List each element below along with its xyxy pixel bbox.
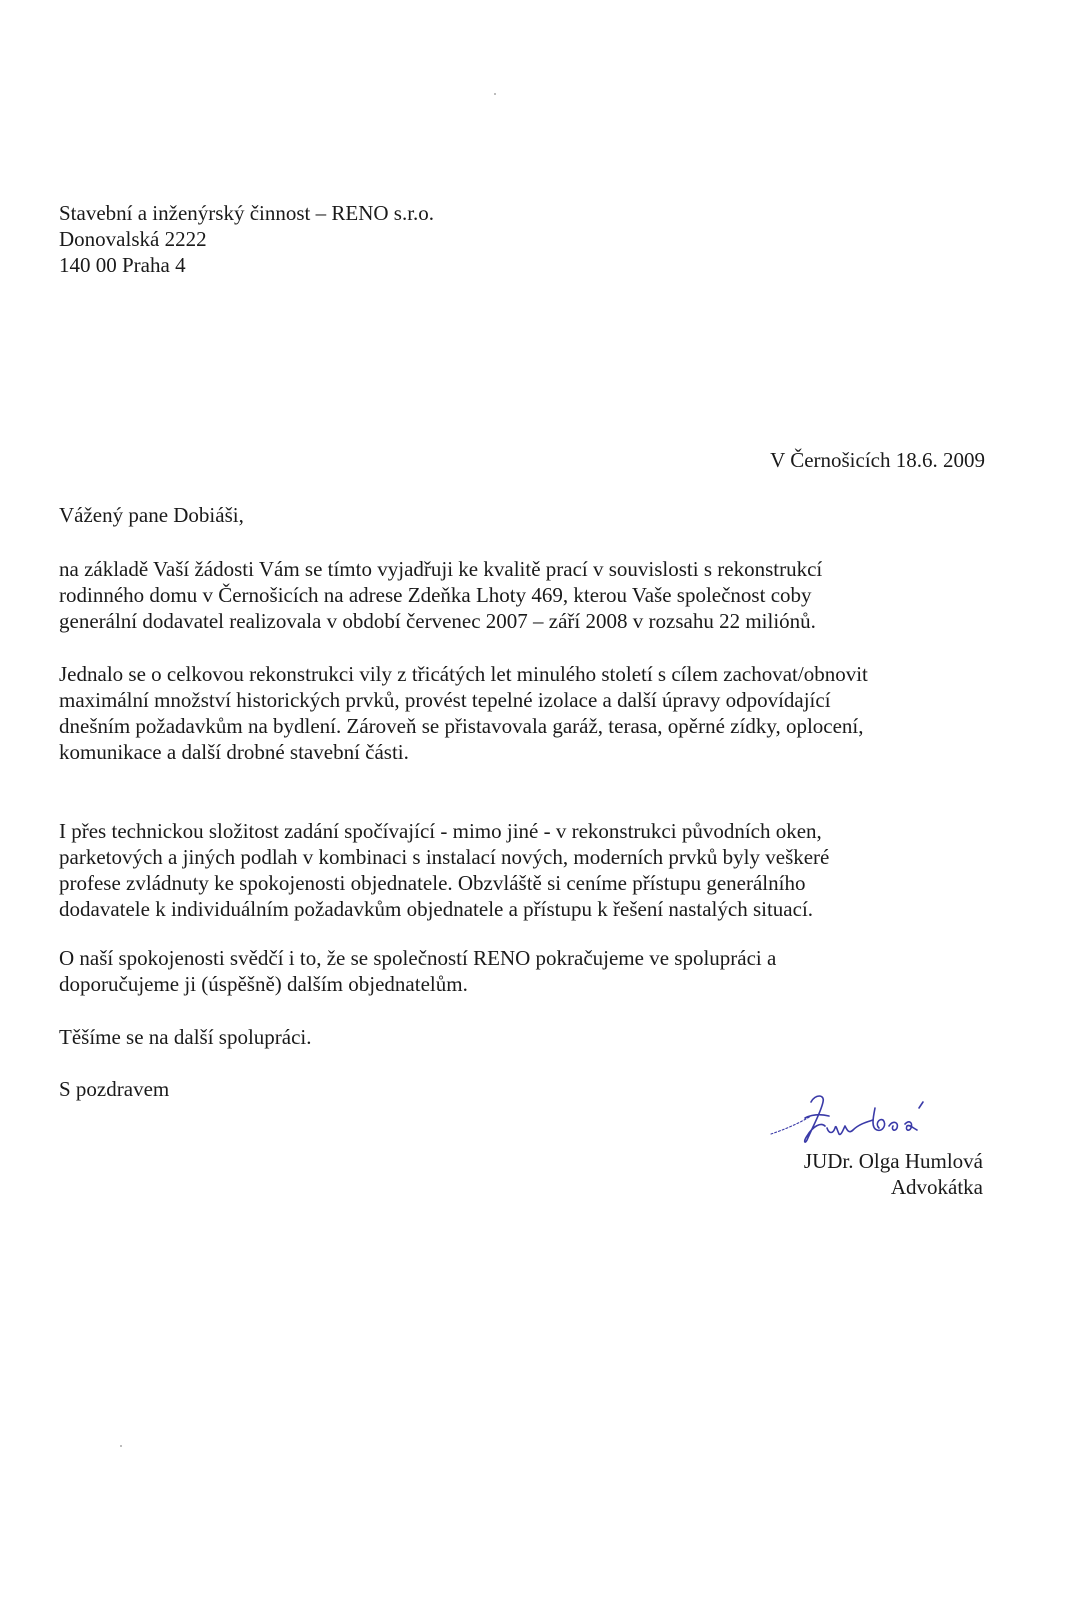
scan-speck: [494, 93, 496, 95]
paragraph-line: rodinného domu v Černošicích na adrese Zdeňka Lhoty 469, kterou Vaše společnost coby: [59, 583, 812, 607]
regards: S pozdravem: [59, 1077, 170, 1101]
signer-title: Advokátka: [890, 1175, 983, 1199]
paragraph-1: [59, 556, 999, 634]
paragraph-line: O naší spokojenosti svědčí i to, že se společností RENO pokračujeme ve spolupráci a: [59, 946, 777, 970]
paragraph-line: dnešním požadavkům na bydlení. Zároveň se přistavovala garáž, terasa, opěrné zídky, oplocení,: [59, 714, 864, 738]
salutation: Vážený pane Dobiáši,: [59, 503, 244, 527]
handwritten-signature: [763, 1090, 963, 1150]
paragraph-line: na základě Vaší žádosti Vám se tímto vyjadřuji ke kvalitě prací v souvislosti s rekonstrukcí: [59, 557, 823, 581]
sender-street: Donovalská 2222: [59, 227, 207, 251]
paragraph-line: parketových a jiných podlah v kombinaci s instalací nových, moderních prvků byly veškeré: [59, 845, 830, 869]
paragraph-line: dodavatele k individuálním požadavkům objednatele a přístupu k řešení nastalých situací.: [59, 897, 814, 921]
paragraph-3: [59, 818, 999, 922]
paragraph-line: I přes technickou složitost zadání spočívající - mimo jiné - v rekonstrukci původních oken,: [59, 819, 822, 843]
paragraph-line: doporučujeme ji (úspěšně) dalším objednatelům.: [59, 972, 468, 996]
paragraph-4: [59, 945, 999, 997]
sender-address: [59, 200, 999, 278]
sender-company: Stavební a inženýrský činnost – RENO s.r.o.: [59, 201, 435, 225]
paragraph-line: Jednalo se o celkovou rekonstrukci vily z třicátých let minulého století s cílem zachovat/obnovit: [59, 662, 868, 686]
paragraph-line: komunikace a další drobné stavební části.: [59, 740, 409, 764]
sender-city: 140 00 Praha 4: [59, 253, 186, 277]
paragraph-line: maximální množství historických prvků, provést tepelné izolace a další úpravy odpovídající: [59, 688, 831, 712]
paragraph-2: [59, 661, 999, 765]
signer-name: JUDr. Olga Humlová: [803, 1149, 983, 1173]
closing-line: Těšíme se na další spolupráci.: [59, 1025, 312, 1049]
signature-strokes: [771, 1096, 923, 1142]
scan-speck: [120, 1445, 122, 1447]
paragraph-line: generální dodavatel realizovala v období červenec 2007 – září 2008 v rozsahu 22 miliónů.: [59, 609, 816, 633]
paragraph-line: profese zvládnuty ke spokojenosti objednatele. Obzvláště si ceníme přístupu generálního: [59, 871, 806, 895]
place-and-date: V Černošicích 18.6. 2009: [770, 448, 985, 472]
